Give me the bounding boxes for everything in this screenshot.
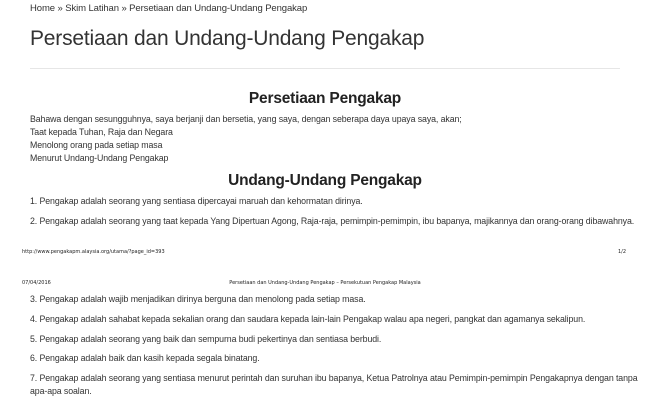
print-footer-page: 1/2 [618, 249, 627, 255]
undang-item: 3. Pengakap adalah wajib menjadikan dirinya berguna dan menolong pada setiap masa. [30, 294, 366, 304]
undang-item: 5. Pengakap adalah seorang yang baik dan sempurna budi pekertinya dan sentiasa berbudi. [30, 334, 382, 344]
undang-item: 2. Pengakap adalah seorang yang taat kepada Yang Dipertuan Agong, Raja-raja, pemimpin-pemimpin, ibu bapanya, majikannya dan orang-orang dibawahnya. [30, 216, 635, 226]
print-footer-url: http://www.pengakapm.alaysia.org/utama/?page_id=393 [22, 249, 165, 255]
title-divider [30, 68, 620, 69]
persetiaan-heading: Persetiaan Pengakap [248, 90, 402, 107]
print-header-title: Persetiaan dan Undang-Undang Pengakap – Persekutuan Pengakap Malaysia [229, 280, 421, 286]
print-header-date: 07/04/2016 [22, 280, 51, 286]
persetiaan-line: Menolong orang pada setiap masa [30, 140, 163, 150]
undang-item-continued: apa-apa soalan. [30, 386, 92, 396]
undang-item: 1. Pengakap adalah seorang yang sentiasa dipercayai maruah dan kehormatan dirinya. [30, 196, 363, 206]
undang-heading: Undang-Undang Pengakap [228, 172, 422, 189]
undang-item: 6. Pengakap adalah baik dan kasih kepada segala binatang. [30, 353, 260, 363]
persetiaan-line: Bahawa dengan sesungguhnya, saya berjanji dan bersetia, yang saya, dengan seberapa daya upaya saya, akan; [30, 114, 462, 124]
persetiaan-line: Taat kepada Tuhan, Raja dan Negara [30, 127, 173, 137]
undang-item: 4. Pengakap adalah sahabat kepada sekalian orang dan saudara kepada lain-lain Pengakap walau apa negeri, pangkat dan agamanya sekalipun. [30, 314, 586, 324]
undang-item: 7. Pengakap adalah seorang yang sentiasa menurut perintah dan suruhan ibu bapanya, Ketua Patrolnya atau Pemimpin-pemimpin Pengakapnya dengan tanpa [30, 373, 638, 383]
persetiaan-line: Menurut Undang-Undang Pengakap [30, 153, 169, 163]
page-title: Persetiaan dan Undang-Undang Pengakap [30, 27, 425, 50]
breadcrumb[interactable]: Home » Skim Latihan » Persetiaan dan Undang-Undang Pengakap [30, 3, 308, 14]
